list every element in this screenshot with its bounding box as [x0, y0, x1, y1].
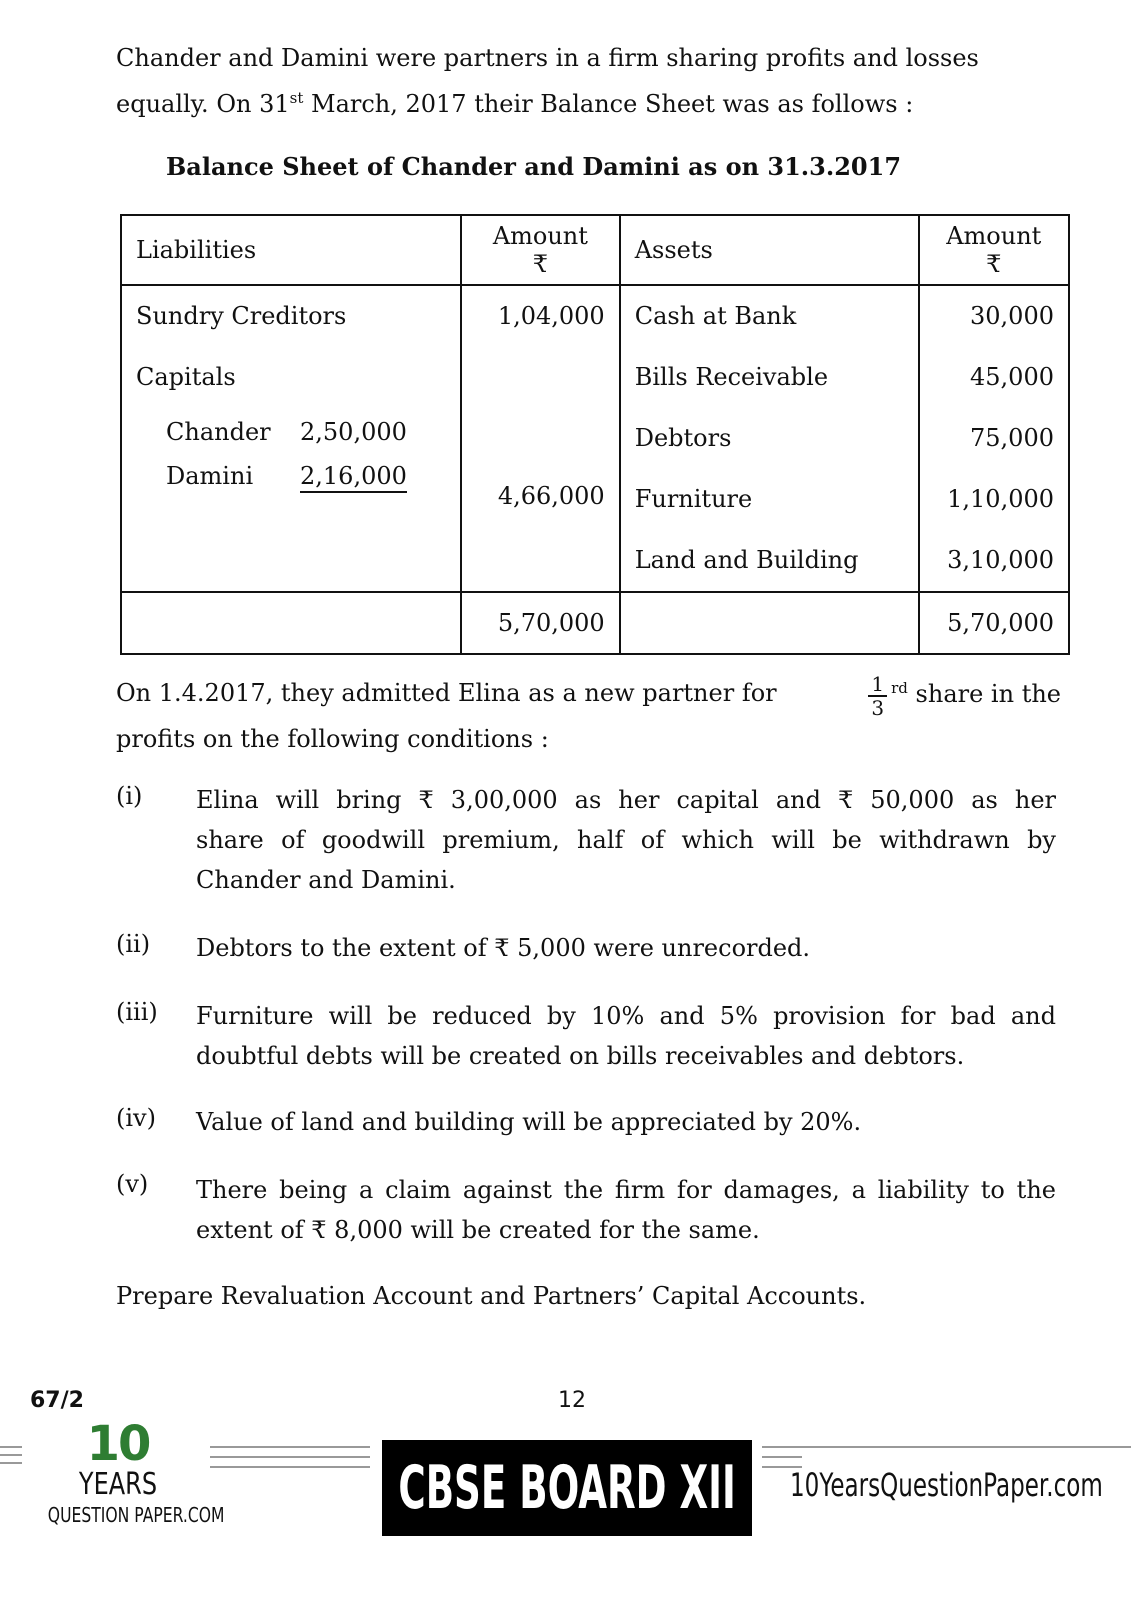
header-liabilities: Liabilities	[121, 215, 461, 285]
intro-paragraph	[116, 38, 1076, 124]
balance-sheet-body-row	[121, 285, 1069, 592]
board-label: CBSE BOARD XII	[398, 1453, 736, 1523]
footer-divider	[0, 1446, 22, 1448]
balance-sheet-table	[120, 214, 1070, 655]
damini-amount: 2,16,000	[300, 461, 407, 493]
footer-divider	[210, 1446, 370, 1448]
total-assets: 5,70,000	[919, 592, 1069, 654]
asset-name: Furniture	[634, 485, 753, 513]
asset-name: Cash at Bank	[634, 302, 797, 330]
intro-sup: st	[289, 89, 304, 107]
footer-divider	[0, 1454, 22, 1456]
asset-amount: 1,10,000	[947, 485, 1054, 513]
asset-name: Debtors	[634, 424, 732, 452]
liabilities-cell	[121, 285, 461, 592]
admission-pre: On 1.4.2017, they admitted Elina as a new partner for	[116, 679, 777, 708]
footer-divider	[762, 1456, 802, 1458]
admission-fraction-group	[864, 668, 1061, 719]
balance-sheet-total-row	[121, 592, 1069, 654]
intro-line-1: Chander and Damini were partners in a firm sharing profits and losses	[116, 44, 979, 72]
asset-amount: 3,10,000	[947, 546, 1054, 574]
paper-code: 67/2	[30, 1388, 84, 1413]
website-text-wrap	[790, 1466, 1130, 1504]
intro-line-2	[116, 78, 1076, 124]
header-amount-assets: Amount ₹	[919, 215, 1069, 285]
board-banner	[382, 1440, 752, 1536]
sundry-creditors-amount: 1,04,000	[497, 302, 605, 330]
header-amount-liabilities: Amount ₹	[461, 215, 620, 285]
rupee-symbol: ₹	[986, 250, 1002, 278]
header-assets: Assets	[620, 215, 919, 285]
total-liabilities: 5,70,000	[461, 592, 620, 654]
instruction-text: Prepare Revaluation Account and Partners’ Capital Accounts.	[116, 1282, 867, 1310]
page-number: 12	[558, 1388, 586, 1413]
condition-text: Value of land and building will be appreciated by 20%.	[196, 1108, 862, 1136]
rupee-symbol: ₹	[532, 250, 548, 278]
sundry-creditors-label: Sundry Creditors	[136, 302, 347, 330]
asset-amount: 45,000	[970, 363, 1054, 391]
condition-number: (ii)	[116, 930, 151, 958]
condition-number: (i)	[116, 782, 143, 810]
damini-capital-row	[136, 456, 446, 506]
balance-sheet-header-row	[121, 215, 1069, 285]
condition-text: Elina will bring ₹ 3,00,000 as her capital and ₹ 50,000 as her share of goodwill premium, half of which will be withdrawn by Chander and Damini.	[196, 786, 1056, 894]
asset-amount: 30,000	[970, 302, 1054, 330]
capitals-label: Capitals	[136, 363, 236, 391]
logo-years: YEARS	[78, 1467, 158, 1502]
liabilities-amount-cell	[461, 285, 620, 592]
condition-text: There being a claim against the firm for damages, a liability to the extent of ₹ 8,000 will be created for the same.	[196, 1176, 1056, 1244]
footer-divider	[0, 1462, 22, 1464]
footer-divider	[210, 1466, 370, 1468]
condition-number: (v)	[116, 1170, 149, 1198]
capitals-total-amount: 4,66,000	[497, 482, 605, 510]
footer-divider	[210, 1456, 370, 1458]
asset-amount: 75,000	[970, 424, 1054, 452]
logo-number: 10	[86, 1416, 150, 1472]
condition-number: (iii)	[116, 998, 158, 1026]
fraction-sup: rd	[891, 679, 908, 697]
website-text: 10YearsQuestionPaper.com	[790, 1466, 1103, 1504]
admission-line-1	[116, 668, 1061, 719]
site-logo	[28, 1416, 225, 1528]
chander-label: Chander	[166, 418, 271, 446]
condition-text: Debtors to the extent of ₹ 5,000 were unrecorded.	[196, 934, 811, 962]
balance-sheet-title: Balance Sheet of Chander and Damini as on 31.3.2017	[166, 152, 902, 181]
assets-amount-cell	[919, 285, 1069, 592]
asset-name: Land and Building	[634, 546, 859, 574]
footer-divider	[762, 1446, 1131, 1448]
intro-line-2-pre: equally. On 31	[116, 90, 290, 118]
chander-capital-row	[136, 408, 446, 456]
assets-cell	[620, 285, 919, 592]
admission-line-2: profits on the following conditions :	[116, 724, 549, 753]
chander-amount: 2,50,000	[300, 418, 407, 446]
intro-line-2-post: March, 2017 their Balance Sheet was as follows :	[303, 90, 914, 118]
condition-number: (iv)	[116, 1104, 156, 1132]
one-third-fraction: $\frac{1}{3}$	[868, 673, 887, 719]
asset-name: Bills Receivable	[634, 363, 829, 391]
logo-site: QUESTION PAPER.COM	[47, 1503, 225, 1527]
condition-text: Furniture will be reduced by 10% and 5% provision for bad and doubtful debts will be created on bills receivables and debtors.	[196, 1002, 1056, 1070]
damini-label: Damini	[166, 462, 254, 490]
admission-post: share in the	[915, 680, 1061, 708]
admission-paragraph	[116, 668, 1061, 759]
